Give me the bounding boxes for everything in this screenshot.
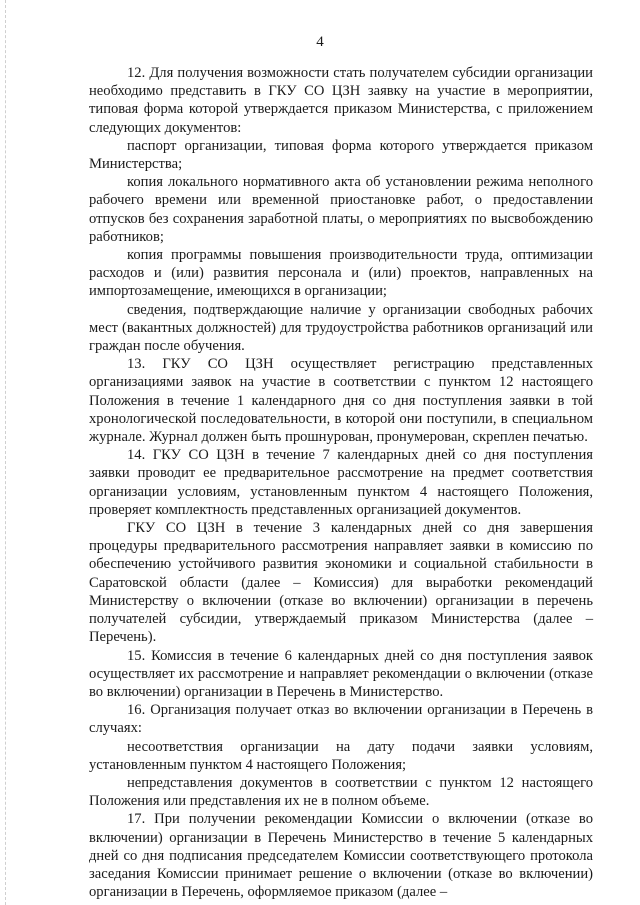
list-item-passport: паспорт организации, типовая форма которого утверждается приказом Министерства; [89,137,593,173]
paragraph-17: 17. При получении рекомендации Комиссии о включении (отказе во включении) организации в Перечень Министерство в течение 5 календарных дней со дня подписания председателем Комиссии соответствующего протокола заседания Комиссии принимает решение о включении (отказе во включении) организации в Перечень, оформляемое приказом (далее – [89,811,593,901]
list-item-program: копия программы повышения производительности труда, оптимизации расходов и (или) развития персонала и (или) проектов, направленных на импортозамещение, имеющихся в организации; [89,247,593,300]
document-body [89,64,593,901]
list-item-vacancies: сведения, подтверждающие наличие у организации свободных рабочих мест (вакантных должностей) для трудоустройства работников организаций или граждан после обучения. [89,301,593,355]
paragraph-14: 14. ГКУ СО ЦЗН в течение 7 календарных дней со дня поступления заявки проводит ее предварительное рассмотрение на предмет соответствия организации условиям, установленным пунктом 4 настоящего Положения, проверяет комплектность представленных организацией документов. [89,447,593,518]
page-edge-marks [5,0,6,905]
page-number: 4 [316,34,324,50]
paragraph-13: 13. ГКУ СО ЦЗН осуществляет регистрацию представленных организациями заявок на участие в соответствии с пунктом 12 настоящего Положения в течение 1 календарного дня со дня поступления заявки в той хронологической последовательности, в которой они поступили, в специальном журнале. Журнал должен быть прошнурован, пронумерован, скреплен печатью. [89,356,593,446]
list-item-missing-docs: непредставления документов в соответствии с пунктом 12 настоящего Положения или представления их не в полном объеме. [89,774,593,810]
paragraph-15: 15. Комиссия в течение 6 календарных дней со дня поступления заявок осуществляет их рассмотрение и направляет рекомендации о включении (отказе во включении) организации в Перечень в Министерство. [89,647,593,700]
paragraph-14-continued: ГКУ СО ЦЗН в течение 3 календарных дней со дня завершения процедуры предварительного рассмотрения направляет заявки в комиссию по обеспечению устойчивого развития экономики и социальной стабильности в Саратовской области (далее – Комиссия) для выработки рекомендаций Министерству о включении (отказе во включении) организации в перечень получателей субсидии, утверждаемый приказом Министерства (далее – Перечень). [89,520,593,646]
list-item-local-act: копия локального нормативного акта об установлении режима неполного рабочего времени или временной приостановке работ, о предоставлении отпусков без сохранения заработной платы, о мероприятиях по высвобождению работников; [89,174,593,245]
paragraph-16: 16. Организация получает отказ во включении организации в Перечень в случаях: [89,702,593,737]
list-item-noncompliance: несоответствия организации на дату подачи заявки условиям, установленным пунктом 4 настоящего Положения; [89,738,593,773]
paragraph-12: 12. Для получения возможности стать получателем субсидии организации необходимо представить в ГКУ СО ЦЗН заявку на участие в мероприятии, типовая форма которой утверждается приказом Министерства, с приложением следующих документов: [89,65,593,136]
